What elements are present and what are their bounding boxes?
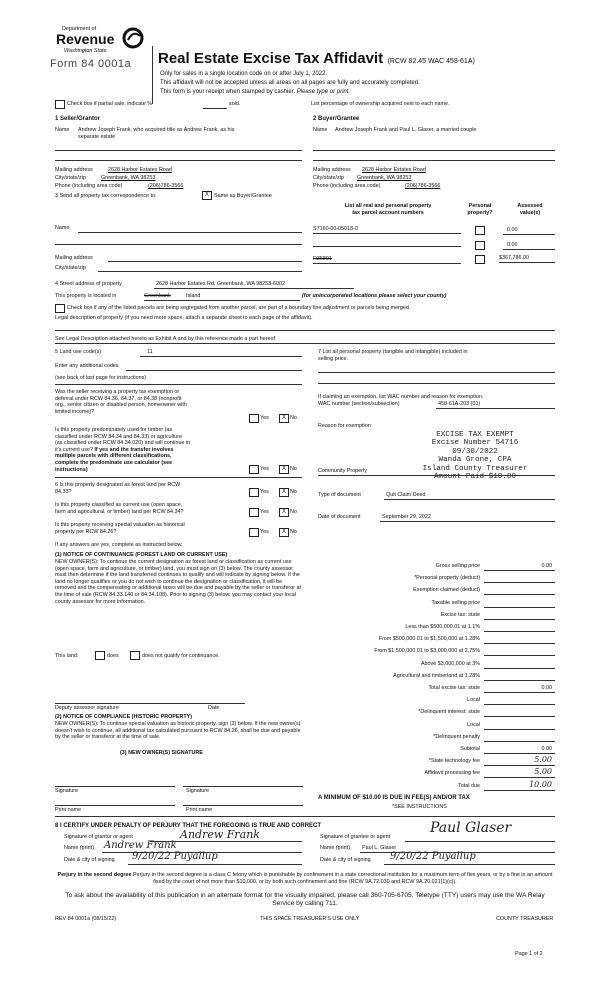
grantee-signature-label: Signature of grantee or agent bbox=[320, 834, 391, 840]
buyer-city: Greenbank, WA 98253 bbox=[357, 175, 412, 181]
s6-q3-no-checkbox[interactable]: X bbox=[279, 528, 289, 537]
grantor-signature: Andrew Frank bbox=[180, 828, 260, 841]
s5-q2-yes: Yes bbox=[260, 466, 269, 472]
header-line1: Only for sales in a single location code on or after July 1, 2022. bbox=[160, 71, 328, 77]
notice1-title: (1) NOTICE OF CONTINUANCE (FOREST LAND OR CURRENT USE) bbox=[55, 552, 228, 558]
section3-city-label: City/state/zip bbox=[55, 265, 86, 271]
header-line2: This affidavit will not be accepted unless all areas on all pages are fully and accurately completed. bbox=[160, 80, 420, 86]
tax-row-value: 10.00 bbox=[529, 779, 552, 789]
tax-row-label: Less than $500,000.01 at 1.1% bbox=[405, 624, 480, 630]
reason-label: Reason for exemption bbox=[318, 423, 371, 429]
s5-q2-no-checkbox[interactable]: X bbox=[279, 465, 289, 474]
assessed-value-1: 0.00 bbox=[507, 227, 518, 233]
s6-q1-no: No bbox=[290, 489, 297, 495]
buyer-mailing: 2628 Harbor Estates Road bbox=[362, 167, 426, 173]
tax-row-label: Total due bbox=[458, 782, 480, 789]
tax-row-label: Local bbox=[467, 721, 480, 728]
segregated-label: Check box if any of the listed parcels are being segregated from another parcel, are part of a boundary line adjustment or parcels being merged. bbox=[67, 305, 411, 311]
s5-q2-no: No bbox=[290, 466, 297, 472]
section5-label: 5 Land use code(s) bbox=[55, 349, 102, 355]
s6-q3-no: No bbox=[290, 529, 297, 535]
s5-q1-no-checkbox[interactable]: X bbox=[279, 414, 289, 423]
page-number: Page 1 of 2 bbox=[515, 951, 543, 957]
s5-q1: Was the seller receiving a property tax exemption or deferral under RCW 84.36, 84.37, or 84.38 (nonprofit org., senior citizen or disabled person, homeowner with limited income)? bbox=[55, 389, 187, 415]
ownership-label: List percentage of ownership acquired next to each name. bbox=[311, 101, 450, 107]
s5-q1-no: No bbox=[290, 415, 297, 421]
s5-q2: Is this property predominately used for timber (as classified under RCW 84.34 and 84.33) or agriculture (as classified under RCW 84.34.020) and will continue in it's current use? If yes and the transfer involves multiple parcels with different classifications, complete the predominate use calculator (see instructions) bbox=[55, 427, 191, 473]
grantor-signature-label: Signature of grantor or agent bbox=[64, 834, 133, 840]
notice2-text: NEW OWNER(S): To continue special valuation as historic property, sign (3) below. If the new owner(s) doesn't wish to continue, all additional tax calculated pursuant to RCW 84.26, shall be due and payable by the seller or transferor at the time of sale. bbox=[55, 721, 301, 741]
seller-heading: 1 Seller/Grantor bbox=[55, 116, 101, 122]
section4-label: 4 Street address of property bbox=[55, 281, 122, 287]
treasurer-use-only: THIS SPACE TREASURER'S USE ONLY bbox=[260, 916, 360, 922]
buyer-mailing-label: Mailing address bbox=[313, 167, 351, 173]
does-not-label: does not qualify for continuance. bbox=[142, 653, 220, 659]
doc-date: September 29, 2022 bbox=[382, 514, 431, 520]
tax-row-label: Taxable selling price bbox=[431, 599, 480, 606]
tax-row-line bbox=[484, 729, 555, 730]
s5-q2-yes-checkbox[interactable] bbox=[249, 465, 259, 474]
tax-row-label: *Personal property (deduct) bbox=[414, 575, 480, 582]
excise-tax-stamp: EXCISE TAX EXEMPT Excise Number 54716 09/30/2022 Wanda Grone, CPA Island County Treasurer Amount Paid $10.00 bbox=[422, 431, 528, 482]
tax-row-line bbox=[484, 619, 555, 620]
seller-name-line2: separate estate bbox=[78, 134, 116, 140]
grantor-date-city: 9/20/22 Puyallup bbox=[132, 851, 218, 862]
tax-row-line bbox=[484, 655, 555, 656]
same-as-buyer-label: Same as Buyer/Grantee bbox=[214, 193, 272, 199]
tax-row-value: 0.00 bbox=[541, 685, 552, 691]
s6-q2-no-checkbox[interactable]: X bbox=[279, 508, 289, 517]
form-number: Form 84 0001a bbox=[50, 58, 132, 70]
section3-mailing-label: Mailing address bbox=[55, 255, 93, 261]
sold-label: sold. bbox=[229, 101, 241, 107]
see-back-note: (see back of last page for instructions) bbox=[55, 375, 147, 381]
same-as-buyer-checkbox[interactable]: X bbox=[202, 191, 212, 200]
assessed-value-2: 0.00 bbox=[507, 242, 518, 248]
tax-row-line bbox=[484, 790, 555, 791]
buyer-phone: (206)786-3566 bbox=[405, 183, 441, 189]
section3-name-label: Name bbox=[55, 225, 70, 231]
tax-row-line bbox=[484, 582, 555, 583]
s6-q3-yes-checkbox[interactable] bbox=[249, 528, 259, 537]
additional-codes-label: Enter any additional codes bbox=[55, 363, 119, 369]
certify-statement: 8 I CERTIFY UNDER PENALTY OF PERJURY THAT THE FOREGOING IS TRUE AND CORRECT bbox=[55, 823, 322, 829]
notice2-title: (2) NOTICE OF COMPLIANCE (HISTORIC PROPERTY) bbox=[55, 714, 193, 720]
signature-label-1: Signature bbox=[55, 788, 79, 794]
deputy-date-label: Date bbox=[208, 705, 220, 711]
see-instructions-note: *SEE INSTRUCTIONS bbox=[392, 804, 447, 810]
s6-q1-yes: Yes bbox=[260, 489, 269, 495]
tax-row-line bbox=[484, 631, 555, 632]
s6-q2-no: No bbox=[290, 509, 297, 515]
seller-name-label: Name bbox=[55, 127, 70, 133]
tax-row-line bbox=[484, 594, 555, 595]
buyer-name: Andrew Joseph Frank and Paul L. Glaser, a married couple bbox=[335, 127, 477, 133]
form-title: Real Estate Excise Tax Affidavit (RCW 82.45 WAC 458-61A) bbox=[158, 50, 475, 67]
does-checkbox[interactable] bbox=[95, 651, 105, 660]
dept-line3: Washington State bbox=[64, 48, 107, 54]
tax-row-label: Affidavit processing fee bbox=[424, 770, 480, 777]
does-not-checkbox[interactable] bbox=[130, 651, 140, 660]
rev-number: REV 84 0001a (08/15/22) bbox=[55, 916, 117, 922]
tax-row-label: From $500,000.01 to $1,500,000 at 1.28% bbox=[378, 636, 480, 643]
this-land-label: This land: bbox=[55, 653, 79, 659]
tax-row-line bbox=[484, 607, 555, 608]
grantee-date-city: 9/20/22 Puyallup bbox=[390, 851, 476, 862]
exemption-label-2: WAC number (section/subsection) bbox=[318, 401, 400, 407]
new-owner-signature-title: (3) NEW OWNER(S) SIGNATURE bbox=[120, 750, 203, 756]
located-county: Island bbox=[186, 293, 201, 299]
grantee-date-label: Date & city of signing bbox=[320, 857, 371, 863]
s5-q1-yes: Yes bbox=[260, 415, 269, 421]
tax-row-label: *Delinquent interest: state bbox=[418, 709, 480, 716]
buyer-heading: 2 Buyer/Grantee bbox=[313, 116, 360, 122]
s6-q1: 6 Is this property designated as forest land per RCW 84.33? bbox=[55, 482, 181, 495]
s6-q2-yes-checkbox[interactable] bbox=[249, 508, 259, 517]
seller-phone-label: Phone (including area code) bbox=[55, 183, 123, 189]
tax-row-label: *Delinquent penalty bbox=[433, 733, 480, 740]
grantee-name: Paul L. Glaser bbox=[362, 845, 397, 851]
tax-row-value: 0.00 bbox=[541, 563, 552, 569]
s7-label: 7 List all personal property (tangible and intangible) included in selling price. bbox=[318, 349, 468, 362]
dept-line1: Department of bbox=[62, 26, 97, 32]
tax-row-label: Subtotal bbox=[460, 746, 480, 752]
legal-description: See Legal Description attached hereto as Exhibit A and by this reference made a part hereof bbox=[55, 336, 275, 342]
doc-type-label: Type of document bbox=[318, 492, 361, 498]
notice1-text: NEW OWNER(S): To continue the current designation as forest land or classification as current use (open space, farm and agriculture, or timber) land, you must sign on (3) below. The county assessor must then determine if the land transferred continues to qualify and will indicate by signing below. If the land no longer qualifies or you do not wish to continue the designation or classification, it will be removed and the compensating or additional taxes will be due and payable by the seller or transferor at the time of sale (RCW 84.33.140 or 84.34.108). Prior to signing (3) below, you may contact your local county assessor for more information. bbox=[55, 559, 302, 605]
perjury-notice: Perjury in the second degree Perjury in the second degree is a class C felony which is punishable by confinement in a state correctional institution for a maximum term of five years, or by a fine in an amount fixed by the court of not more than $10,000, or by both such confinement and fine (RCW 9A.72.030 and RCW 9A.20.021(1)(c)). bbox=[57, 872, 553, 885]
personal-property-checkbox-1[interactable] bbox=[475, 226, 485, 235]
tax-row-label: Gross selling price bbox=[435, 563, 480, 569]
s5-q1-yes-checkbox[interactable] bbox=[249, 414, 259, 423]
s6-q2: Is this property classified as current use (open space, farm and agricultural, or timber) land per RCW 84.34? bbox=[55, 502, 184, 515]
parcel-1: S7160-00-05018-0 bbox=[313, 226, 358, 232]
seller-city: Greenbank, WA 98253 bbox=[101, 175, 156, 181]
tax-row-value: 5.00 bbox=[534, 767, 552, 777]
tax-row-line bbox=[484, 680, 555, 681]
seller-name-line1: Andrew Joseph Frank, who acquired title as Andrew Frank, as his bbox=[78, 127, 235, 133]
located-city: Greenbank bbox=[144, 293, 171, 299]
tax-row-label: Exemption claimed (deduct) bbox=[413, 587, 480, 594]
deputy-signature-label: Deputy assessor signature bbox=[55, 705, 119, 711]
segregated-checkbox[interactable] bbox=[55, 304, 65, 313]
reason-value: Community Property bbox=[318, 468, 368, 474]
tax-row-line bbox=[484, 765, 555, 766]
parcel-2: R35801 bbox=[313, 256, 332, 262]
tax-row-line bbox=[484, 643, 555, 644]
tax-row-label: *State technology fee bbox=[428, 758, 480, 765]
s6-q3-yes: Yes bbox=[260, 529, 269, 535]
tax-row-value: 0.00 bbox=[541, 746, 552, 752]
tax-row-line bbox=[484, 716, 555, 717]
tax-row-line bbox=[484, 704, 555, 705]
buyer-city-label: City/state/zip bbox=[313, 175, 344, 181]
s6-q3: Is this property receiving special valuation as historical property per RCW 84.26? bbox=[55, 522, 185, 535]
assessed-header: Assessed value(s) bbox=[517, 203, 543, 216]
tax-row-label: From $1,500,000.01 to $3,000,000 at 2.75% bbox=[374, 648, 480, 655]
personal-header: Personal property? bbox=[467, 203, 493, 216]
tax-row-label: Agricultural and timberland at 1.28% bbox=[393, 672, 480, 679]
s6-q1-no-checkbox[interactable]: X bbox=[279, 488, 289, 497]
doc-date-label: Date of document bbox=[318, 514, 361, 520]
located-label: This property is located in bbox=[55, 293, 117, 299]
tax-row-line bbox=[484, 753, 555, 754]
grantor-name: Andrew Frank bbox=[104, 840, 177, 851]
if-yes-note: If any answers are yes, complete as instructed below. bbox=[55, 542, 183, 548]
tax-row-line bbox=[484, 741, 555, 742]
tax-row-label: Above $3,000,000 at 3% bbox=[420, 660, 480, 667]
partial-sale-label: Check box if partial sale, indicate % bbox=[67, 101, 153, 107]
seller-phone: (206)786-3566 bbox=[148, 183, 184, 189]
does-label: does bbox=[107, 653, 119, 659]
alt-format-notice: To ask about the availability of this publication in an alternate format for the visually impaired, please call 360-705-6705. Teletype (TTY) users may use the WA Relay Service by calling 711. bbox=[65, 892, 545, 907]
tax-row-label: Local bbox=[467, 697, 480, 704]
dept-line2: Revenue bbox=[56, 31, 115, 47]
header-line3: This form is your receipt when stamped by cashier. Please type or print. bbox=[160, 89, 351, 95]
grantor-date-label: Date & city of signing bbox=[64, 857, 115, 863]
grantor-name-label: Name (print) bbox=[64, 845, 94, 851]
wac-number: 458-61A-203 (01) bbox=[438, 401, 481, 407]
personal-property-checkbox-3[interactable] bbox=[475, 255, 485, 264]
signature-label-2: Signature bbox=[186, 788, 210, 794]
seller-city-label: City/state/zip bbox=[55, 175, 86, 181]
s6-q1-yes-checkbox[interactable] bbox=[249, 488, 259, 497]
exemption-label-1: If claiming an exemption, list WAC number and reason for exemption. bbox=[318, 394, 484, 400]
parcels-header: List all real and personal property tax parcel account numbers bbox=[344, 203, 432, 216]
street-address: 2628 Harbor Estates Rd, Greenbank, WA 98253-6002 bbox=[156, 281, 285, 287]
buyer-phone-label: Phone (including area code) bbox=[313, 183, 381, 189]
doc-type: Quit Claim Deed bbox=[386, 492, 426, 498]
unincorporated-note: (for unincorporated locations please select your county) bbox=[302, 293, 447, 299]
tax-row-line bbox=[484, 668, 555, 669]
partial-sale-checkbox[interactable] bbox=[55, 100, 65, 109]
minimum-fee-note: A MINIMUM OF $10.00 IS DUE IN FEE(S) AND/OR TAX bbox=[318, 795, 470, 801]
tax-row-line bbox=[484, 777, 555, 778]
legal-label: Legal description of property (if you need more space, attach a separate sheet to each page of the affidavit). bbox=[55, 315, 313, 321]
tax-row-line bbox=[484, 692, 555, 693]
county-treasurer: COUNTY TREASURER bbox=[496, 916, 554, 922]
tax-row-line bbox=[484, 570, 555, 571]
seller-mailing: 2628 Harbor Estates Road bbox=[108, 167, 172, 173]
personal-property-checkbox-2[interactable] bbox=[475, 241, 485, 250]
tax-row-value: 5.00 bbox=[534, 755, 552, 765]
dept-of-revenue-logo bbox=[50, 26, 146, 78]
print-name-label-1: Print name bbox=[55, 807, 82, 813]
land-use-code: 11 bbox=[147, 349, 153, 355]
buyer-name-label: Name bbox=[313, 127, 328, 133]
assessed-value-3: $367,786.00 bbox=[499, 255, 529, 261]
print-name-label-2: Print name bbox=[186, 807, 213, 813]
tax-row-label: Total excise tax: state bbox=[428, 685, 480, 691]
section3-label: 3 Send all property tax correspondence to: bbox=[55, 193, 157, 199]
seller-mailing-label: Mailing address bbox=[55, 167, 93, 173]
logo-swirl-icon bbox=[122, 26, 144, 50]
s6-q2-yes: Yes bbox=[260, 509, 269, 515]
grantee-signature: Paul Glaser bbox=[430, 820, 512, 836]
tax-row-label: Excise tax: state bbox=[440, 611, 480, 618]
grantee-name-label: Name (print) bbox=[320, 845, 350, 851]
